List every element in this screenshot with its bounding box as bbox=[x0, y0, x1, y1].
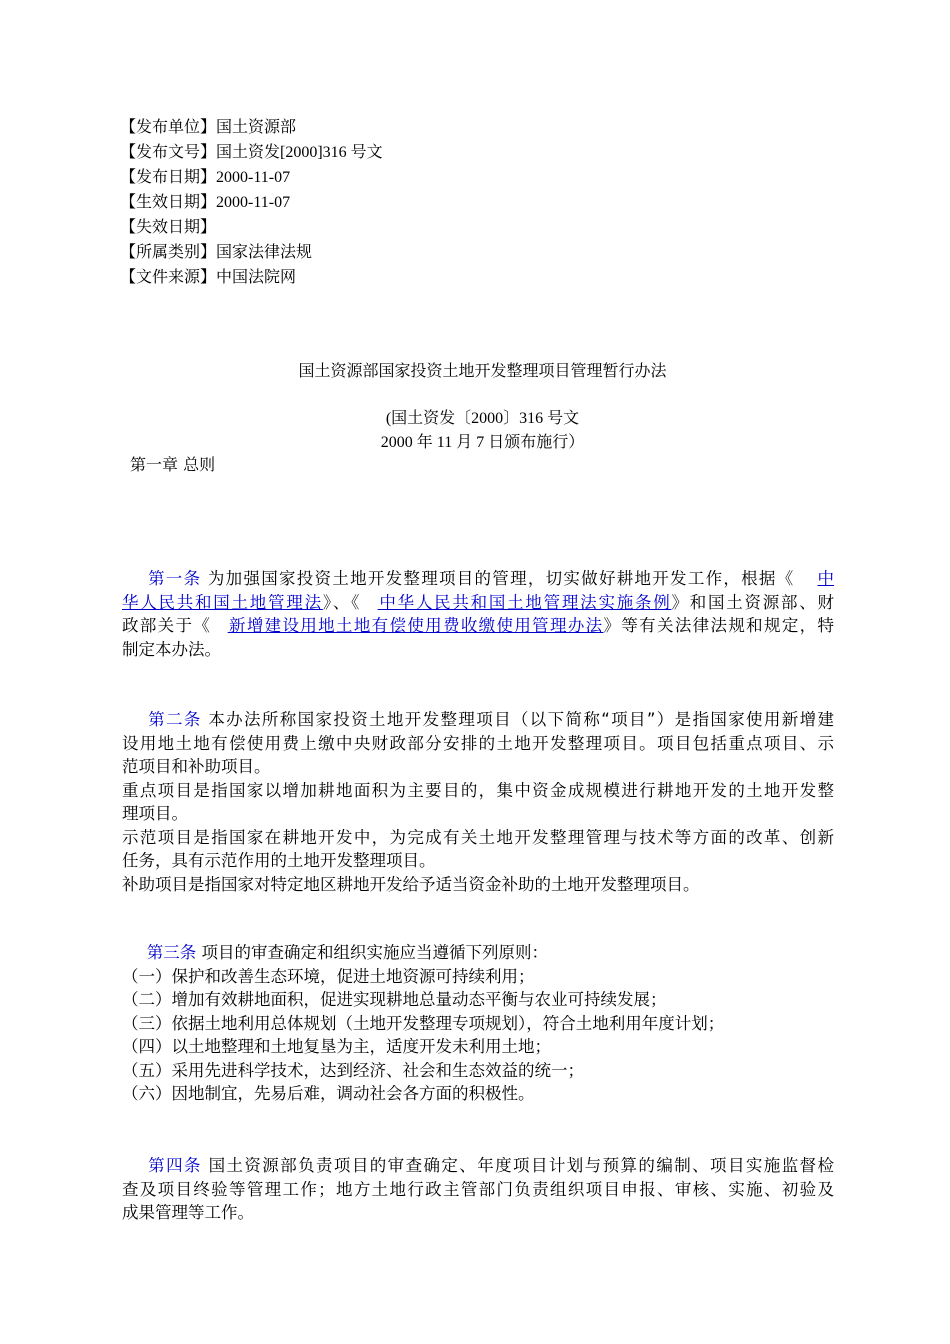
meta-source: 【文件来源】中国法院网 bbox=[120, 267, 297, 286]
principle-item: （三）依据土地利用总体规划（土地开发整理专项规划），符合土地利用年度计划； bbox=[122, 1013, 725, 1033]
article-1-label: 第一条 bbox=[146, 569, 202, 588]
metadata-block bbox=[120, 114, 383, 289]
article-3: 第三条 项目的审查确定和组织实施应当遵循下列原则： （一）保护和改善生态环境，促进土地资源可持续利用； （二）增加有效耕地面积，促进实现耕地总量动态平衡与农业可持续发展； （三）依据土地利用总体规划（土地开发整理专项规划），符合土地利用年度计划； （四）以土地整理和土地复垦为主，适度开发未利用土地； （五）采用先进科学技术，达到经济、社会和生态效益的统一； （六）因地制宜，先易后难，调动社会各方面的积极性。 bbox=[122, 941, 834, 1106]
meta-expiry-date: 【失效日期】 bbox=[120, 217, 217, 236]
meta-effective-date: 【生效日期】2000-11-07 bbox=[120, 192, 291, 211]
article-4: 第四条 国土资源部负责项目的审查确定、年度项目计划与预算的编制、项目实施监督检 查及项目终验等管理工作；地方土地行政主管部门负责组织项目申报、审核、实施、初验及 成果管理等工作。 bbox=[122, 1156, 835, 1222]
meta-category: 【所属类别】国家法律法规 bbox=[120, 242, 313, 261]
link-land-admin-law[interactable]: 中 bbox=[817, 569, 835, 588]
article-4-label: 第四条 bbox=[146, 1156, 202, 1175]
principle-item: （四）以土地整理和土地复垦为主，适度开发未利用土地； bbox=[122, 1037, 551, 1056]
chapter-heading: 第一章 总则 bbox=[130, 455, 216, 474]
link-land-admin-law-regulations[interactable]: 中华人民共和国土地管理法实施条例 bbox=[377, 592, 672, 612]
principle-item: （六）因地制宜，先易后难，调动社会各方面的积极性。 bbox=[122, 1084, 535, 1103]
link-land-fee-measures[interactable]: 新增建设用地土地有偿使用费收缴使用管理办法 bbox=[227, 616, 604, 635]
link-land-admin-law-cont[interactable]: 华人民共和国土地管理法 bbox=[122, 592, 323, 612]
article-2-label: 第二条 bbox=[146, 710, 202, 729]
document-subtitle-number: (国土资发〔2000〕316 号文 bbox=[385, 410, 580, 427]
article-3-label: 第三条 bbox=[146, 943, 197, 962]
principle-item: （一）保护和改善生态环境，促进土地资源可持续利用； bbox=[122, 966, 535, 986]
document-title: 国土资源部国家投资土地开发整理项目管理暂行办法 bbox=[298, 361, 667, 380]
meta-issuer: 【发布单位】国土资源部 bbox=[120, 117, 297, 136]
principle-item: （五）采用先进科学技术，达到经济、社会和生态效益的统一； bbox=[122, 1060, 584, 1080]
principle-item: （二）增加有效耕地面积，促进实现耕地总量动态平衡与农业可持续发展； bbox=[122, 990, 667, 1009]
meta-doc-number: 【发布文号】国土资发[2000]316 号文 bbox=[120, 142, 383, 161]
document-subtitle-date: 2000 年 11 月 7 日颁布施行） bbox=[380, 434, 585, 451]
article-2: 第二条 本办法所称国家投资土地开发整理项目（以下简称“项目”）是指国家使用新增建 设用地土地有偿使用费上缴中央财政部分安排的土地开发整理项目。项目包括重点项目、示 范项目和补助项目。 重点项目是指国家以增加耕地面积为主要目的，集中资金成规模进行耕地开发的土地开发整 理项目。 示范项目是指国家在耕地开发中，为完成有关土地开发整理管理与技术等方面的改革、创新 任务，具有示范作用的土地开发整理项目。 补助项目是指国家对特定地区耕地开发给予适当资金补助的土地开发整理项目。 bbox=[122, 710, 835, 894]
article-1: 第一条 为加强国家投资土地开发整理项目的管理，切实做好耕地开发工作，根据《 中 华人民共和国土地管理法》、《 中华人民共和国土地管理法实施条例》和国土资源部、财 政部关于《 新增建设用地土地有偿使用费收缴使用管理办法》等有关法律法规和规定，特 制定本办法。 bbox=[122, 569, 835, 659]
meta-issue-date: 【发布日期】2000-11-07 bbox=[120, 167, 291, 186]
